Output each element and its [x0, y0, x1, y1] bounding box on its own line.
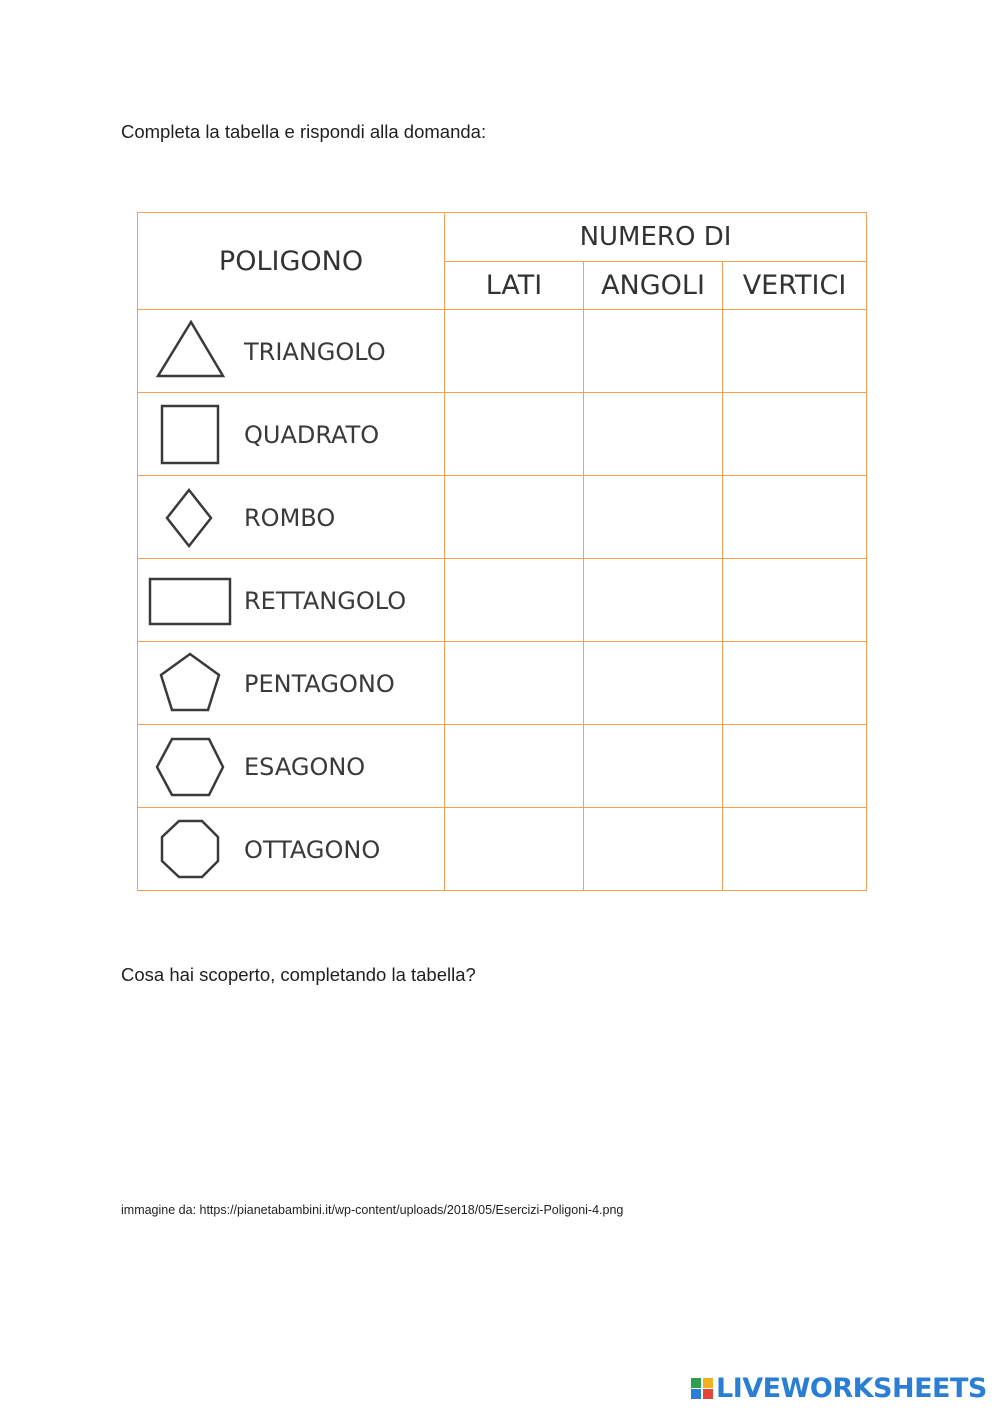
polygon-cell — [138, 808, 445, 891]
logo-text: LIVEWORKSHEETS — [716, 1372, 987, 1404]
header-lati: LATI — [445, 261, 584, 310]
table-row — [138, 642, 867, 725]
answer-vertici-cell[interactable] — [723, 642, 867, 725]
table-row — [138, 476, 867, 559]
image-source-credit: immagine da: https://pianetabambini.it/wp-content/uploads/2018/05/Esercizi-Poligoni-4.png — [121, 1203, 624, 1217]
answer-vertici-cell[interactable] — [723, 725, 867, 808]
liveworksheets-logo-icon — [690, 1376, 714, 1400]
table-row — [138, 393, 867, 476]
answer-lati-cell[interactable] — [445, 808, 584, 891]
answer-lati-cell[interactable] — [445, 393, 584, 476]
table-row — [138, 808, 867, 891]
header-numero-di: NUMERO DI — [445, 213, 867, 262]
answer-angoli-cell[interactable] — [584, 310, 723, 393]
answer-vertici-cell[interactable] — [723, 808, 867, 891]
polygon-name: TRIANGOLO — [244, 338, 386, 366]
answer-angoli-cell[interactable] — [584, 725, 723, 808]
rhombus-icon — [148, 476, 238, 558]
polygon-cell — [138, 393, 445, 476]
header-vertici: VERTICI — [723, 261, 867, 310]
answer-angoli-cell[interactable] — [584, 393, 723, 476]
answer-lati-cell[interactable] — [445, 642, 584, 725]
answer-lati-cell[interactable] — [445, 310, 584, 393]
table-row — [138, 310, 867, 393]
square-icon — [148, 393, 238, 475]
answer-vertici-cell[interactable] — [723, 393, 867, 476]
triangle-icon — [148, 310, 238, 392]
answer-angoli-cell[interactable] — [584, 559, 723, 642]
polygon-cell — [138, 476, 445, 559]
polygon-cell — [138, 310, 445, 393]
table-row — [138, 725, 867, 808]
answer-vertici-cell[interactable] — [723, 310, 867, 393]
rectangle-icon — [148, 559, 238, 641]
polygon-cell — [138, 559, 445, 642]
table-row — [138, 559, 867, 642]
answer-lati-cell[interactable] — [445, 559, 584, 642]
answer-vertici-cell[interactable] — [723, 559, 867, 642]
polygon-name: ROMBO — [244, 504, 336, 532]
polygon-name: ESAGONO — [244, 753, 366, 781]
answer-lati-cell[interactable] — [445, 725, 584, 808]
hexagon-icon — [148, 725, 238, 807]
answer-vertici-cell[interactable] — [723, 476, 867, 559]
polygon-table — [137, 212, 867, 891]
question-text: Cosa hai scoperto, completando la tabella? — [121, 964, 476, 985]
liveworksheets-logo — [690, 1372, 987, 1404]
answer-angoli-cell[interactable] — [584, 808, 723, 891]
polygon-name: QUADRATO — [244, 421, 380, 449]
answer-angoli-cell[interactable] — [584, 642, 723, 725]
polygon-name: RETTANGOLO — [244, 587, 407, 615]
polygon-name: PENTAGONO — [244, 670, 395, 698]
polygon-cell — [138, 642, 445, 725]
octagon-icon — [148, 808, 238, 890]
header-poligono: POLIGONO — [138, 213, 445, 310]
instruction-text: Completa la tabella e rispondi alla domanda: — [121, 121, 487, 142]
answer-angoli-cell[interactable] — [584, 476, 723, 559]
answer-lati-cell[interactable] — [445, 476, 584, 559]
polygon-cell — [138, 725, 445, 808]
polygon-name: OTTAGONO — [244, 836, 381, 864]
header-angoli: ANGOLI — [584, 261, 723, 310]
pentagon-icon — [148, 642, 238, 724]
